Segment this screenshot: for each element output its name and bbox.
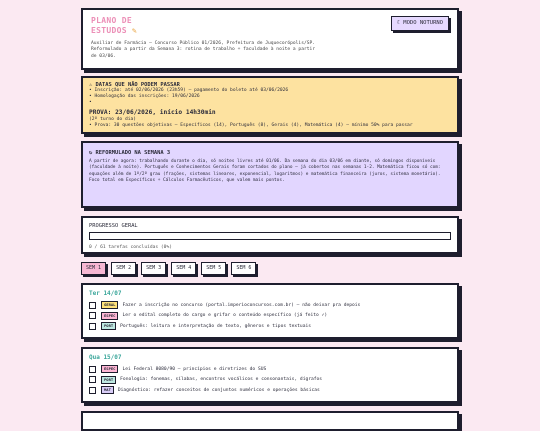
page-subtitle: Auxiliar de Farmácia — Concurso Público 01/2026, Prefeitura de Juquecorópolis/SP. Reformulado a partir da Semana 3: rotina de trabalho + faculdade à noite a partir de 03/06. [91, 41, 316, 59]
tab-week-2[interactable]: SEM 2 [111, 262, 136, 275]
deadlines-card [81, 76, 459, 134]
task-item [89, 321, 451, 332]
day-card [81, 283, 459, 339]
tab-week-6[interactable]: SEM 6 [231, 262, 256, 275]
subject-badge: ESPEC [101, 365, 118, 373]
exam-turn: (2º turno do dia) [89, 116, 137, 122]
night-mode-button[interactable]: ☾ MODO NOTURNO [391, 16, 449, 31]
task-text: Fonologia: fonemas, sílabas, encontros vocálicos e consonantais, dígrafos [120, 377, 323, 383]
task-item [89, 311, 451, 322]
task-item [89, 385, 451, 396]
task-text: Ler o edital completo do cargo e grifar o conteúdo específico (já feito ✓) [122, 313, 328, 319]
tab-week-4[interactable]: SEM 4 [171, 262, 196, 275]
progress-card [81, 216, 459, 254]
revision-text: A partir de agora: trabalhando durante o dia, só noites livres até 01/06. Da semana do dia 03/06 em diante, só domingos disponíveis (faculdade à noite). Português e Conhecimentos Gerais foram cortados do plano — já cobertos nas semanas 1-2. Matemática ficou só com: equações além de 1º/2º grau (frações, sistemas lineares, exponencial, logaritmos) e matemática financeira (juros, sistema monetário). Foco total em Específicos + Cálculos Farmacêuticos, que valem mais pontos. [89, 159, 441, 183]
day-card [81, 347, 459, 403]
revision-card [81, 141, 459, 208]
deadline-bullet: • [89, 100, 92, 106]
deadline-registration: • Inscrição: até 02/06/2026 (23h59) — pagamento do boleto até 03/06/2026 [89, 88, 289, 93]
subject-badge: ESPEC [101, 312, 118, 320]
task-item [89, 375, 451, 386]
exam-format: • Prova: 30 questões objetivas — Específicos (14), Português (8), Gerais (4), Matemática (4) — mínimo 50% para passar [89, 122, 413, 128]
exam-date: PROVA: 23/06/2026, início 14h30min [89, 108, 216, 116]
task-checkbox[interactable] [89, 387, 96, 394]
tab-week-5[interactable]: SEM 5 [201, 262, 226, 275]
header-card [81, 8, 459, 70]
pencil-icon: ✎ [131, 26, 138, 35]
deadlines-heading: ⚠ DATAS QUE NÃO PODEM PASSAR [89, 82, 180, 88]
tab-week-1[interactable]: SEM 1 [81, 262, 106, 275]
task-text: Lei Federal 8080/90 — princípios e diretrizes do SUS [122, 366, 267, 372]
task-checkbox[interactable] [89, 366, 96, 373]
task-checkbox[interactable] [89, 302, 96, 309]
subject-badge: GERAL [101, 301, 118, 309]
progress-bar [89, 232, 451, 240]
progress-label: PROGRESSO GERAL [89, 223, 138, 229]
task-checkbox[interactable] [89, 312, 96, 319]
task-item [89, 364, 451, 375]
task-item [89, 300, 451, 311]
task-text: Português: leitura e interpretação de texto, gêneros e tipos textuais [120, 323, 311, 329]
title-line-2: ESTUDOS [91, 26, 127, 35]
day-label: Ter 14/07 [89, 290, 122, 297]
progress-count: 0 / 61 tarefas concluídas (0%) [89, 245, 172, 250]
day-label: Qua 15/07 [89, 354, 122, 361]
subject-badge: MAT [101, 386, 114, 394]
task-text: Diagnóstico: refazer conceitos de conjuntos numéricos e operações básicas [117, 387, 320, 393]
week-tabs [81, 262, 459, 275]
subject-badge: PORT [101, 376, 116, 384]
app [81, 8, 459, 431]
task-checkbox[interactable] [89, 323, 96, 330]
title-line-1: PLANO DE [91, 16, 132, 25]
subject-badge: PORT [101, 322, 116, 330]
deadline-homologation: • Homologação das inscrições: 19/06/2026 [89, 94, 200, 100]
task-checkbox[interactable] [89, 376, 96, 383]
day-card-next [81, 411, 459, 431]
revision-heading: ↻ REFORMULADO NA SEMANA 3 [89, 150, 171, 156]
task-text: Fazer a inscrição no concurso (portal.imperioconcursos.com.br) — não deixar pra depois [122, 302, 361, 308]
tab-week-3[interactable]: SEM 3 [141, 262, 166, 275]
